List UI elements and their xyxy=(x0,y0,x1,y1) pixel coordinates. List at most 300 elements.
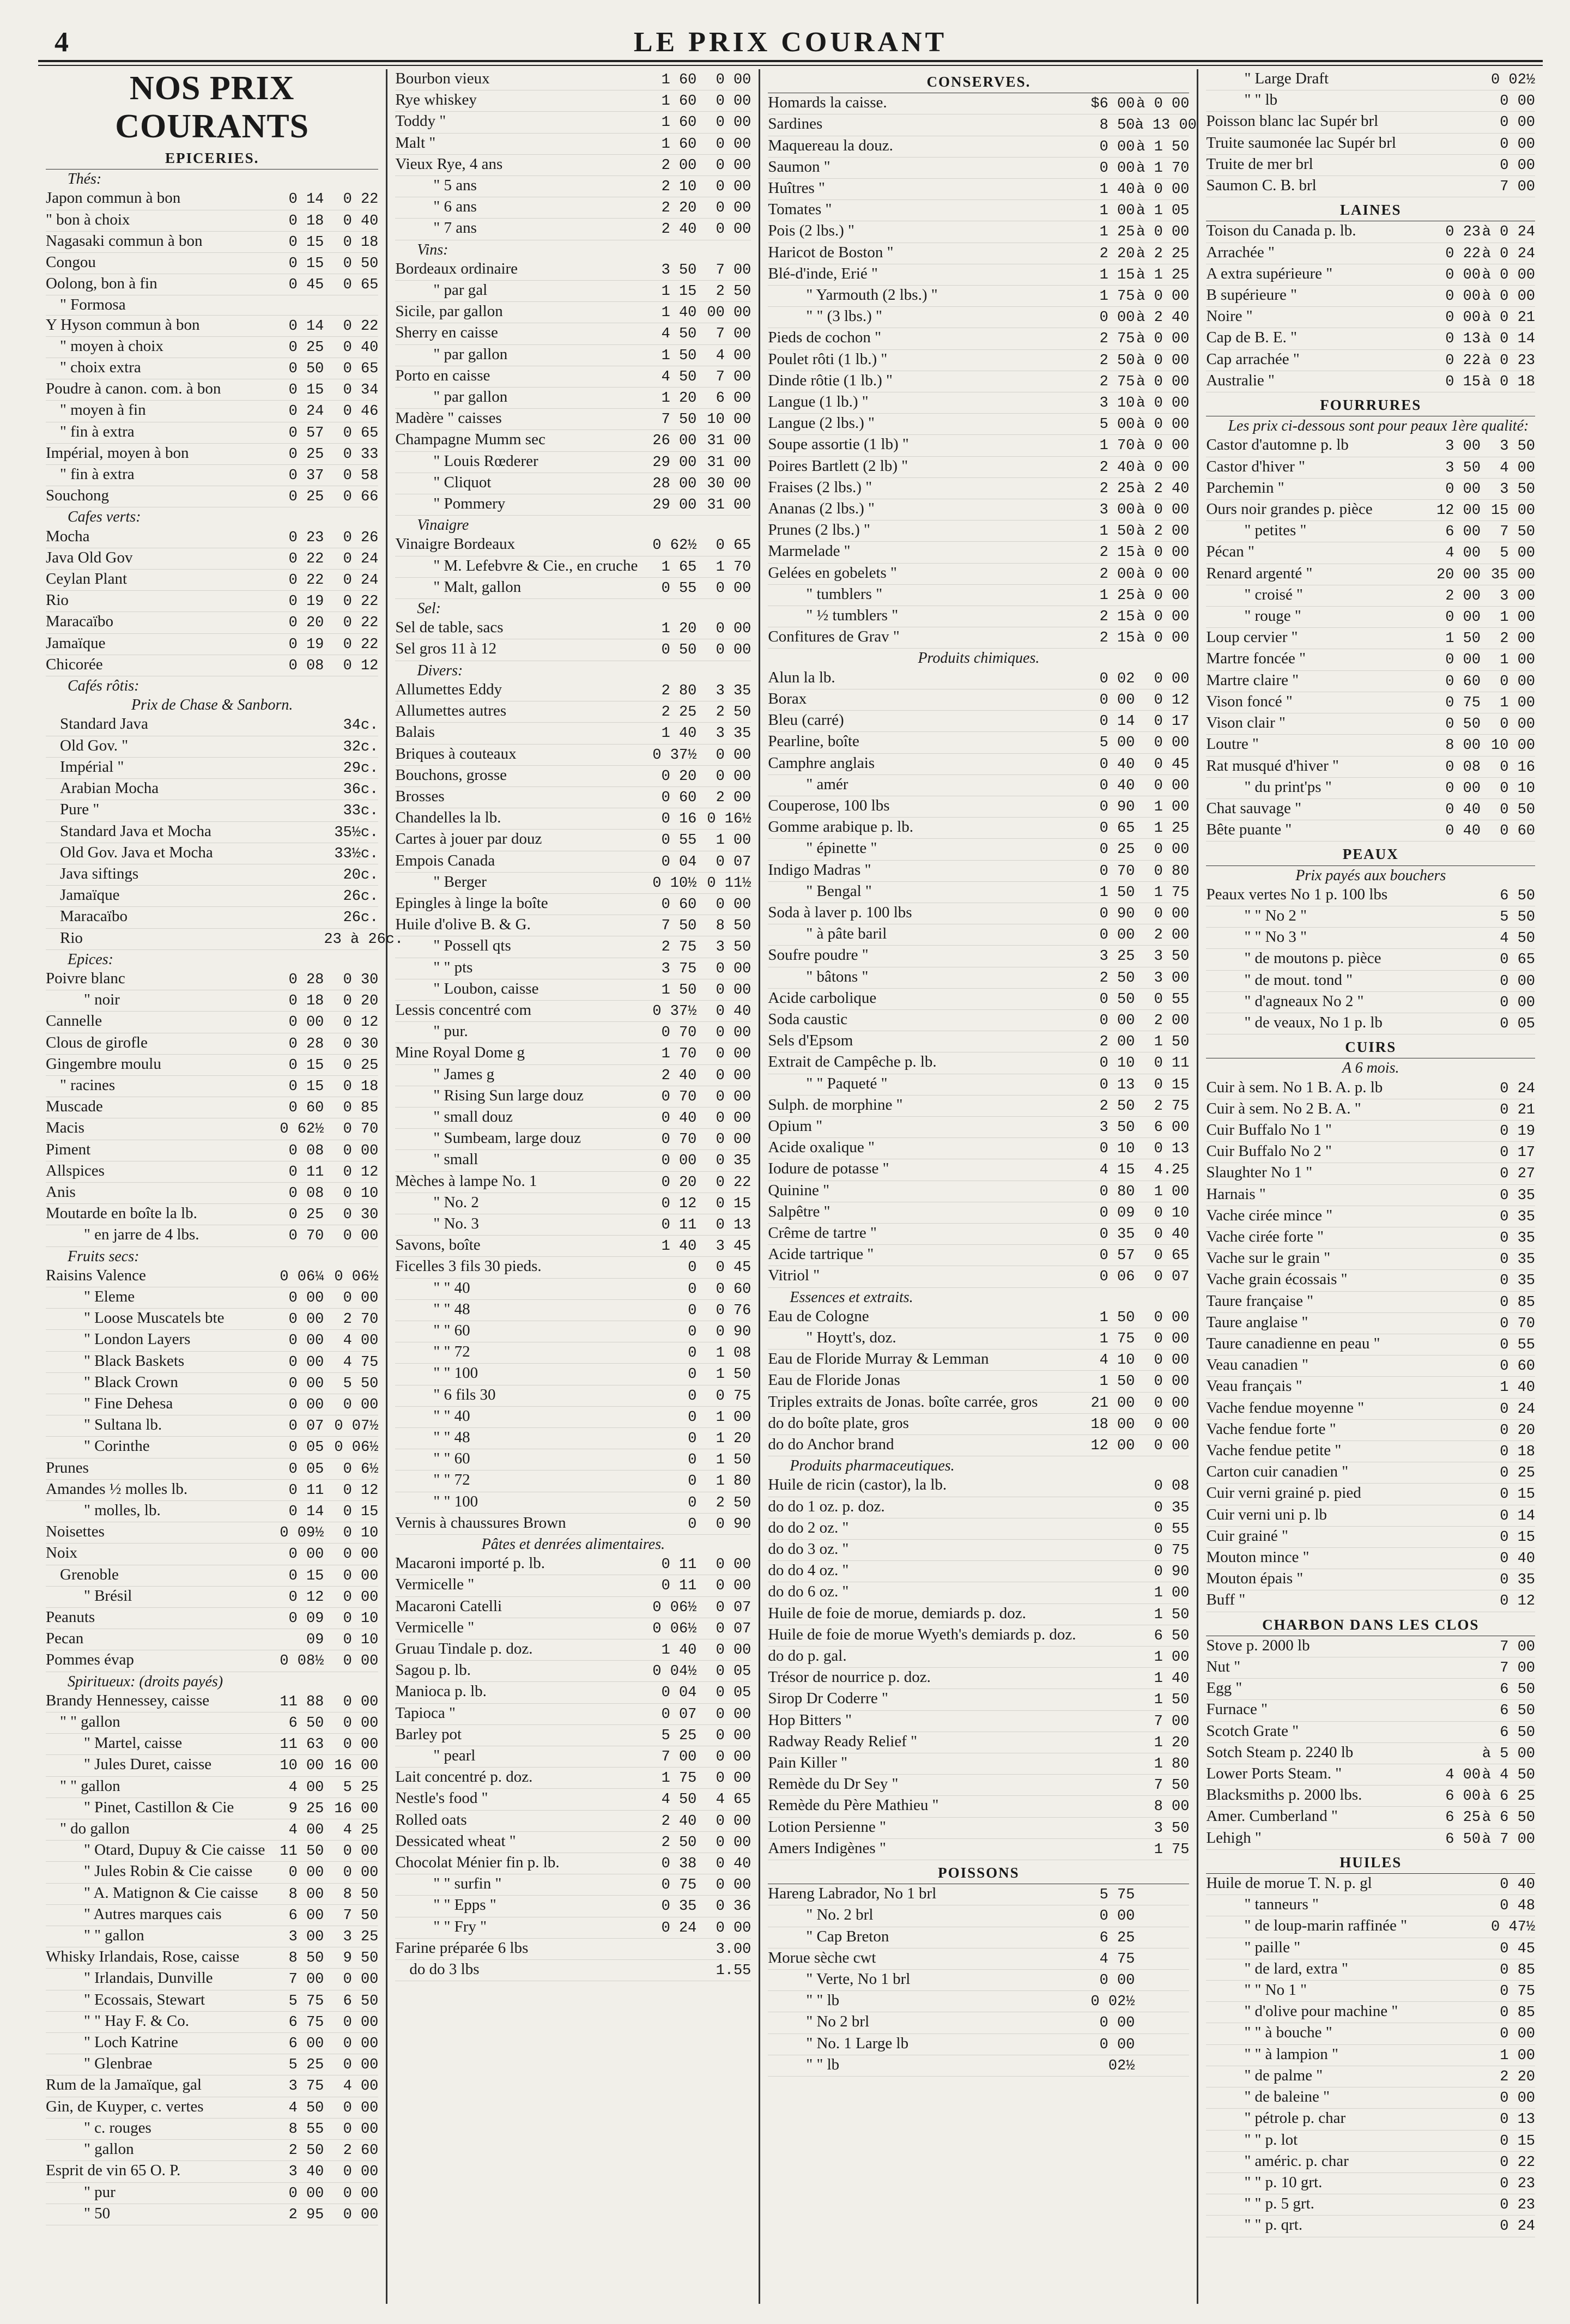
price-high: 16 00 xyxy=(334,1800,379,1817)
price-row xyxy=(46,1565,378,1587)
price-high: 0 00 xyxy=(716,642,751,659)
price-row xyxy=(395,915,751,936)
item-name: Cuir Buffalo No 1 " xyxy=(1206,1121,1332,1139)
price-high: 0 00 xyxy=(343,2164,379,2181)
price-row xyxy=(768,114,1197,136)
price-row xyxy=(768,903,1189,924)
price-row xyxy=(1206,1292,1535,1313)
price-low: 2 00 xyxy=(1099,566,1135,583)
price-high: à 6 25 xyxy=(1482,1788,1535,1805)
price-row xyxy=(768,796,1189,818)
price-low: 1 40 xyxy=(661,725,697,742)
item-name: " " 40 xyxy=(433,1407,470,1425)
item-name: Saumon " xyxy=(768,158,831,175)
price-low: 2 00 xyxy=(661,157,697,174)
price-row xyxy=(768,158,1189,179)
item-name: " Black Crown xyxy=(84,1373,178,1391)
item-name: " de baleine " xyxy=(1244,2088,1330,2106)
price-low: 2 20 xyxy=(661,200,697,217)
price-high: 0 85 xyxy=(1500,1294,1535,1311)
column-laines-cuirs xyxy=(1198,69,1543,2304)
item-name: Cap arrachée " xyxy=(1206,350,1300,368)
section-heading: LAINES xyxy=(1206,197,1535,221)
price-low: 4 50 xyxy=(288,2099,324,2116)
price-row xyxy=(1206,176,1535,197)
subsection-heading: Pâtes et denrées alimentaires. xyxy=(481,1536,665,1553)
price-high: 0 00 xyxy=(1500,136,1535,153)
price-row xyxy=(395,1575,751,1596)
price-low: 2 25 xyxy=(661,704,697,721)
item-name: " " à lampion " xyxy=(1244,2045,1338,2063)
price-row xyxy=(768,1010,1189,1031)
price-low: 0 24 xyxy=(661,1920,697,1936)
price-row xyxy=(768,1074,1189,1096)
item-name: Farine préparée 6 lbs xyxy=(395,1939,529,1957)
price-row xyxy=(395,366,751,388)
price-high: 0 12 xyxy=(1154,692,1190,709)
price-low: 2 50 xyxy=(288,2143,324,2159)
item-name: Vison clair " xyxy=(1206,714,1286,732)
price-row xyxy=(768,882,1189,903)
item-name: Slaughter No 1 " xyxy=(1206,1164,1313,1182)
price-row xyxy=(395,1043,751,1064)
price-high: 0 00 xyxy=(716,1706,751,1723)
subsection-heading: Fruits secs: xyxy=(68,1248,140,1265)
price-row xyxy=(1206,649,1535,670)
price-low: 0 62½ xyxy=(280,1121,324,1138)
item-name: " à pâte baril xyxy=(806,925,887,943)
item-name: " " p. lot xyxy=(1244,2131,1298,2149)
price-row xyxy=(46,358,378,379)
price-row xyxy=(46,1905,378,1926)
price-low: 5 75 xyxy=(288,1993,324,2010)
item-name: " Jules Robin & Cie caisse xyxy=(84,1862,253,1880)
price-row xyxy=(768,414,1189,435)
price-low: 2 75 xyxy=(1099,373,1135,390)
price-high: 0 07 xyxy=(716,854,751,870)
price-row xyxy=(395,1470,751,1492)
price-high: 0 65 xyxy=(343,361,379,378)
item-name: Pois (2 lbs.) " xyxy=(768,222,854,240)
price-high: 0 36 xyxy=(716,1898,751,1915)
price-high: 00 00 xyxy=(707,305,751,322)
item-name: Chocolat Ménier fin p. lb. xyxy=(395,1854,560,1872)
price-high: 1.55 xyxy=(716,1963,751,1980)
price-high: à 2 25 xyxy=(1136,245,1190,262)
price-high: 0 22 xyxy=(343,318,379,335)
price-low: 0 10 xyxy=(1099,1055,1135,1072)
price-low: 0 00 xyxy=(288,1546,324,1563)
subsection-heading: Les prix ci-dessous sont pour peaux 1ère qualité: xyxy=(1228,417,1529,435)
price-high: 32c. xyxy=(343,739,379,755)
price-high: 4 50 xyxy=(1500,930,1535,947)
price-low: 0 00 xyxy=(1445,780,1481,797)
price-row xyxy=(46,2204,378,2225)
item-name: Marmelade " xyxy=(768,542,851,560)
price-low: 0 00 xyxy=(288,1354,324,1371)
price-low: 0 00 xyxy=(288,1290,324,1306)
price-row xyxy=(46,2119,378,2140)
item-name: Mouton mince " xyxy=(1206,1548,1310,1566)
price-low: 3 75 xyxy=(288,2078,324,2095)
price-row xyxy=(46,1266,378,1287)
item-name: Piment xyxy=(46,1140,91,1158)
item-name: Soupe assortie (1 lb) " xyxy=(768,435,909,453)
price-high: 0 00 xyxy=(716,1727,751,1744)
price-high: 0 23 xyxy=(1500,2175,1535,2192)
price-high: 0 00 xyxy=(716,982,751,998)
price-high: 1 00 xyxy=(1500,2047,1535,2064)
price-high: 0 15 xyxy=(1500,1486,1535,1503)
price-high: 0 00 xyxy=(716,1025,751,1042)
price-low: 4 75 xyxy=(1099,1951,1135,1968)
price-row xyxy=(768,689,1189,711)
price-high: 0 00 xyxy=(716,1110,751,1127)
price-low: 0 04 xyxy=(661,1685,697,1702)
item-name: " " à bouche " xyxy=(1244,2024,1332,2042)
price-high: à 0 00 xyxy=(1136,416,1190,433)
subsection-heading: Produits pharmaceutiques. xyxy=(790,1457,955,1475)
price-low: 0 08 xyxy=(1445,759,1481,776)
price-row xyxy=(768,179,1189,200)
price-high: 1 50 xyxy=(1154,1034,1190,1051)
price-row xyxy=(46,2161,378,2182)
price-high: 0 18 xyxy=(1500,1444,1535,1460)
price-high: 7 00 xyxy=(716,368,751,385)
item-name: Empois Canada xyxy=(395,851,495,869)
item-name: Australie " xyxy=(1206,371,1275,389)
item-name: " " gallon xyxy=(60,1777,120,1795)
price-high: 0 70 xyxy=(343,1121,379,1138)
price-row xyxy=(46,1352,378,1373)
price-low: 0 07 xyxy=(288,1418,324,1435)
item-name: " " Paqueté " xyxy=(806,1074,888,1092)
item-name: do do 3 oz. " xyxy=(768,1540,849,1558)
price-row xyxy=(395,745,751,766)
subsection-heading: Divers: xyxy=(417,662,463,679)
item-name: " amér xyxy=(806,775,848,793)
price-high: 0 35 xyxy=(1154,1499,1190,1516)
price-low: 5 75 xyxy=(1099,1887,1135,1904)
price-row xyxy=(1206,1206,1535,1227)
price-low: 0 xyxy=(688,1494,697,1511)
price-row xyxy=(46,2075,378,2097)
price-high: 0 05 xyxy=(716,1663,751,1680)
price-row xyxy=(768,1753,1189,1775)
price-high: 0 00 xyxy=(716,621,751,638)
price-row xyxy=(768,1625,1189,1647)
price-row xyxy=(1206,628,1535,649)
price-low: 2 40 xyxy=(661,221,697,238)
price-high: 0 40 xyxy=(343,339,379,356)
price-high: 0 40 xyxy=(1500,1551,1535,1568)
price-row xyxy=(395,1896,751,1917)
price-high: 0 12 xyxy=(343,1014,379,1031)
price-low: 6 75 xyxy=(288,2014,324,2031)
price-row xyxy=(768,350,1189,371)
price-low: 0 15 xyxy=(288,1057,324,1074)
price-row xyxy=(395,639,751,661)
price-low: 1 70 xyxy=(1099,438,1135,455)
item-name: Blacksmiths p. 2000 lbs. xyxy=(1206,1786,1362,1804)
item-name: " racines xyxy=(60,1076,116,1094)
price-low: 0 xyxy=(688,1345,697,1362)
price-low: 0 xyxy=(688,1452,697,1469)
price-row xyxy=(1206,799,1535,820)
price-high: 26c. xyxy=(343,888,379,905)
price-high: 0 00 xyxy=(343,2014,379,2031)
section-heading: CUIRS xyxy=(1206,1034,1535,1058)
item-name: " small xyxy=(433,1151,478,1169)
item-name: Lait concentré p. doz. xyxy=(395,1768,533,1786)
price-high: à 0 14 xyxy=(1482,331,1535,348)
price-row xyxy=(395,1768,751,1789)
item-name: Muscade xyxy=(46,1098,103,1116)
price-high: 2 00 xyxy=(1154,1012,1190,1029)
price-row xyxy=(1206,2216,1535,2237)
price-high: 0 00 xyxy=(716,114,751,131)
price-low: 8 00 xyxy=(288,1886,324,1903)
price-high: 0 10 xyxy=(1154,1205,1190,1221)
price-low: 0 00 xyxy=(1445,310,1481,326)
price-row xyxy=(1206,1807,1535,1828)
price-high: 6 00 xyxy=(1154,1119,1190,1136)
price-row xyxy=(46,1480,378,1501)
price-low: 09 xyxy=(306,1632,324,1649)
price-row xyxy=(395,1704,751,1725)
price-high: 5 50 xyxy=(343,1375,379,1392)
item-name: Esprit de vin 65 O. P. xyxy=(46,2162,181,2180)
item-name: Huile de morue T. N. p. gl xyxy=(1206,1874,1372,1892)
item-name: " tanneurs " xyxy=(1244,1896,1319,1914)
price-high: 0 00 xyxy=(1154,905,1190,922)
price-high: à 0 00 xyxy=(1482,267,1535,283)
price-row xyxy=(46,401,378,422)
price-high: 0 06½ xyxy=(334,1268,379,1285)
price-high: 4 00 xyxy=(343,2078,379,2095)
price-row xyxy=(768,2034,1189,2055)
price-low: 0 08 xyxy=(288,1142,324,1159)
item-name: " " lb xyxy=(1244,91,1278,109)
price-high: 0 45 xyxy=(716,1260,751,1276)
item-name: " " 48 xyxy=(433,1429,470,1446)
price-low: 0 70 xyxy=(288,1228,324,1245)
price-low: 0 00 xyxy=(1445,267,1481,283)
price-high: à 0 23 xyxy=(1482,352,1535,369)
subsection-heading: Prix de Chase & Sanborn. xyxy=(131,697,293,714)
item-name: Soda à laver p. 100 lbs xyxy=(768,903,912,921)
price-row xyxy=(46,1161,378,1183)
item-name: Acide oxalique " xyxy=(768,1139,875,1157)
price-row xyxy=(395,1832,751,1853)
price-low: 0 06 xyxy=(1099,1269,1135,1286)
price-high: à 0 00 xyxy=(1136,544,1190,561)
price-row xyxy=(768,307,1189,328)
item-name: " épinette " xyxy=(806,839,877,857)
price-high: 0 22 xyxy=(1500,2154,1535,2171)
price-row xyxy=(46,1650,378,1672)
price-low: 0 37½ xyxy=(652,747,697,764)
item-name: " A. Matignon & Cie caisse xyxy=(84,1884,258,1902)
price-high: 4 25 xyxy=(343,1822,379,1839)
price-high: 0 00 xyxy=(716,1749,751,1766)
price-high: 0 00 xyxy=(1500,93,1535,110)
price-high: 0 16 xyxy=(1500,759,1535,776)
price-low: 0 xyxy=(688,1366,697,1383)
item-name: Vinaigre Bordeaux xyxy=(395,535,516,553)
price-row xyxy=(395,494,751,516)
price-row xyxy=(46,1587,378,1608)
price-high: 0 10 xyxy=(343,1185,379,1202)
price-high: 0 00 xyxy=(1500,157,1535,174)
price-row xyxy=(395,1193,751,1214)
price-low: 6 00 xyxy=(288,2036,324,2053)
item-name: Macis xyxy=(46,1119,84,1137)
price-low: 2 50 xyxy=(1099,352,1135,369)
price-row xyxy=(395,1789,751,1810)
item-name: " " 100 xyxy=(433,1492,478,1510)
price-low: 0 00 xyxy=(288,1333,324,1349)
price-high: 2 60 xyxy=(343,2143,379,2159)
price-high: 0 24 xyxy=(1500,1080,1535,1097)
item-name: Gruau Tindale p. doz. xyxy=(395,1640,533,1658)
price-high: 0 11½ xyxy=(707,875,751,892)
price-row xyxy=(395,281,751,302)
price-low: 0 23 xyxy=(288,529,324,546)
price-row xyxy=(395,556,751,578)
price-high: 0 35 xyxy=(716,1153,751,1170)
price-high: 0 10 xyxy=(1500,780,1535,797)
price-high: 0 00 xyxy=(1154,777,1190,794)
price-row xyxy=(1206,2173,1535,2194)
price-row xyxy=(1206,1377,1535,1398)
price-low: 0 00 xyxy=(1445,609,1481,626)
price-high: 0 00 xyxy=(716,179,751,196)
price-low: 2 50 xyxy=(1099,970,1135,987)
price-low: 0 00 xyxy=(1099,310,1135,326)
price-low: 2 75 xyxy=(1099,331,1135,348)
price-high: 0 00 xyxy=(1154,735,1190,752)
price-low: 7 50 xyxy=(661,411,697,428)
subsection-heading: Vinaigre xyxy=(417,517,469,534)
price-row xyxy=(768,1096,1189,1117)
item-name: Madère " caisses xyxy=(395,409,502,427)
price-low: 2 40 xyxy=(661,1813,697,1830)
price-row xyxy=(1206,1938,1535,1959)
price-high: 0 00 xyxy=(716,1088,751,1105)
item-name: " Eleme xyxy=(84,1287,135,1305)
price-row xyxy=(1206,1505,1535,1527)
price-high: 1 20 xyxy=(716,1431,751,1447)
price-low: 0 02 xyxy=(1099,670,1135,687)
item-name: " gallon xyxy=(84,2140,134,2158)
subsection-heading: Vins: xyxy=(417,241,448,258)
price-row xyxy=(46,1777,378,1798)
price-high: 5 25 xyxy=(343,1779,379,1796)
price-high: à 1 05 xyxy=(1136,203,1190,220)
price-row xyxy=(395,723,751,744)
section-heading: HUILES xyxy=(1206,1850,1535,1874)
price-row xyxy=(395,134,751,155)
item-name: Huile de foie de morue, demiards p. doz. xyxy=(768,1604,1026,1622)
price-low: 4 50 xyxy=(661,326,697,343)
price-high: 0 35 xyxy=(1500,1208,1535,1225)
item-name: Brandy Hennessey, caisse xyxy=(46,1691,210,1709)
price-high: à 1 70 xyxy=(1136,160,1190,177)
price-row xyxy=(1206,2194,1535,2216)
price-low: 2 00 xyxy=(1445,588,1481,604)
price-high: 0 00 xyxy=(1500,2090,1535,2107)
price-row xyxy=(46,736,378,758)
price-row xyxy=(46,1990,378,2012)
item-name: Impérial, moyen à bon xyxy=(46,444,189,462)
price-row xyxy=(768,946,1189,967)
price-low: 11 63 xyxy=(280,1736,324,1753)
price-low: 29 00 xyxy=(652,454,697,471)
price-low: 11 50 xyxy=(280,1843,324,1860)
item-name: " croisé " xyxy=(1244,585,1303,603)
item-name: Opium " xyxy=(768,1117,823,1135)
price-high: 0 00 xyxy=(1500,716,1535,733)
price-low: 0 14 xyxy=(288,1504,324,1520)
price-high: 0 35 xyxy=(1500,1572,1535,1589)
price-high: 35½c. xyxy=(334,824,379,841)
price-low: 0 18 xyxy=(288,993,324,1010)
price-row xyxy=(46,758,378,779)
price-high: 1 80 xyxy=(716,1473,751,1490)
price-high: 0 6½ xyxy=(343,1461,379,1478)
item-name: " Formosa xyxy=(60,296,126,314)
price-high: 0 05 xyxy=(716,1685,751,1702)
price-high: 35 00 xyxy=(1490,566,1535,583)
price-row xyxy=(768,2055,1189,2077)
price-row xyxy=(1206,435,1535,457)
item-name: Tomates " xyxy=(768,201,832,219)
item-name: A extra supérieure " xyxy=(1206,264,1333,282)
item-name: Sardines xyxy=(768,115,823,133)
price-low: 0 70 xyxy=(661,1025,697,1042)
price-row xyxy=(395,388,751,409)
price-high: 4 65 xyxy=(716,1792,751,1808)
masthead-rule xyxy=(38,60,1543,66)
price-high: 0 35 xyxy=(1500,1273,1535,1290)
price-high: 7 00 xyxy=(1500,1638,1535,1655)
price-low: 0 80 xyxy=(1099,1183,1135,1200)
subsection-heading: Cafes verts: xyxy=(68,509,141,526)
price-high: à 0 00 xyxy=(1136,502,1190,519)
price-high: 8 50 xyxy=(716,918,751,935)
price-low: 0 05 xyxy=(288,1461,324,1478)
price-low: 0 25 xyxy=(288,339,324,356)
price-high: 7 00 xyxy=(1500,179,1535,196)
price-high: 1 70 xyxy=(716,559,751,576)
price-high: 3 50 xyxy=(1500,481,1535,498)
price-low: 0 04 xyxy=(661,854,697,870)
item-name: " Large Draft xyxy=(1244,70,1329,87)
item-name: " 6 fils 30 xyxy=(433,1385,496,1403)
price-high: 0 85 xyxy=(1500,2005,1535,2022)
price-row xyxy=(46,1712,378,1734)
price-row xyxy=(768,1159,1189,1181)
price-low: 0 07 xyxy=(661,1706,697,1723)
price-high: 0 07 xyxy=(716,1620,751,1637)
price-row xyxy=(1206,134,1535,155)
item-name: " do gallon xyxy=(60,1820,130,1838)
price-high: 0 21 xyxy=(1500,1102,1535,1118)
price-row xyxy=(46,1076,378,1097)
price-row xyxy=(46,1608,378,1629)
price-low: 0 60 xyxy=(661,896,697,913)
